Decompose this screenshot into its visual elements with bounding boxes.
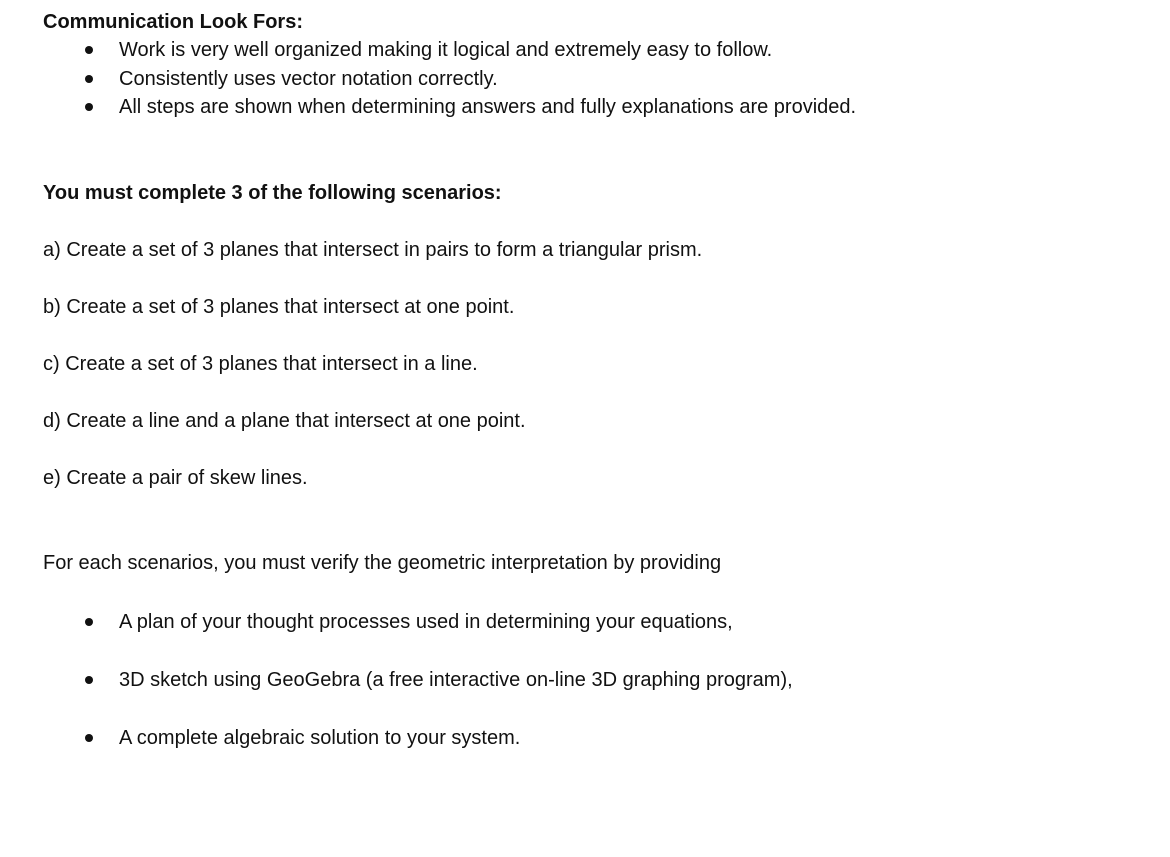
communication-bullet-text: Work is very well organized making it logical and extremely easy to follow.	[119, 39, 773, 61]
bullet-icon	[85, 46, 93, 54]
scenario-item: a) Create a set of 3 planes that intersect in pairs to form a triangular prism.	[43, 239, 703, 261]
verification-bullet	[0, 610, 1100, 634]
bullet-icon	[85, 618, 93, 626]
bullet-icon	[85, 75, 93, 83]
verification-bullet	[0, 668, 1100, 692]
scenario-item: d) Create a line and a plane that intersect at one point.	[43, 410, 526, 432]
bullet-icon	[85, 734, 93, 742]
scenario-item: e) Create a pair of skew lines.	[43, 467, 308, 489]
bullet-icon	[85, 103, 93, 111]
verification-bullet	[0, 726, 1100, 750]
communication-bullet	[0, 95, 1100, 119]
communication-bullet	[0, 38, 1100, 62]
scenario-item: c) Create a set of 3 planes that intersect in a line.	[43, 353, 478, 375]
communication-bullet-text: All steps are shown when determining answers and fully explanations are provided.	[119, 96, 857, 118]
verification-bullet-text: 3D sketch using GeoGebra (a free interactive on-line 3D graphing program),	[119, 669, 793, 691]
verification-bullet-text: A plan of your thought processes used in determining your equations,	[119, 611, 733, 633]
verification-bullet-text: A complete algebraic solution to your system.	[119, 727, 521, 749]
verification-intro: For each scenarios, you must verify the geometric interpretation by providing	[43, 552, 722, 574]
bullet-icon	[85, 676, 93, 684]
scenario-item: b) Create a set of 3 planes that intersect at one point.	[43, 296, 515, 318]
communication-heading: Communication Look Fors:	[43, 11, 303, 33]
scenarios-heading: You must complete 3 of the following scenarios:	[43, 182, 502, 204]
communication-bullet	[0, 67, 1100, 91]
communication-bullet-text: Consistently uses vector notation correctly.	[119, 68, 498, 90]
